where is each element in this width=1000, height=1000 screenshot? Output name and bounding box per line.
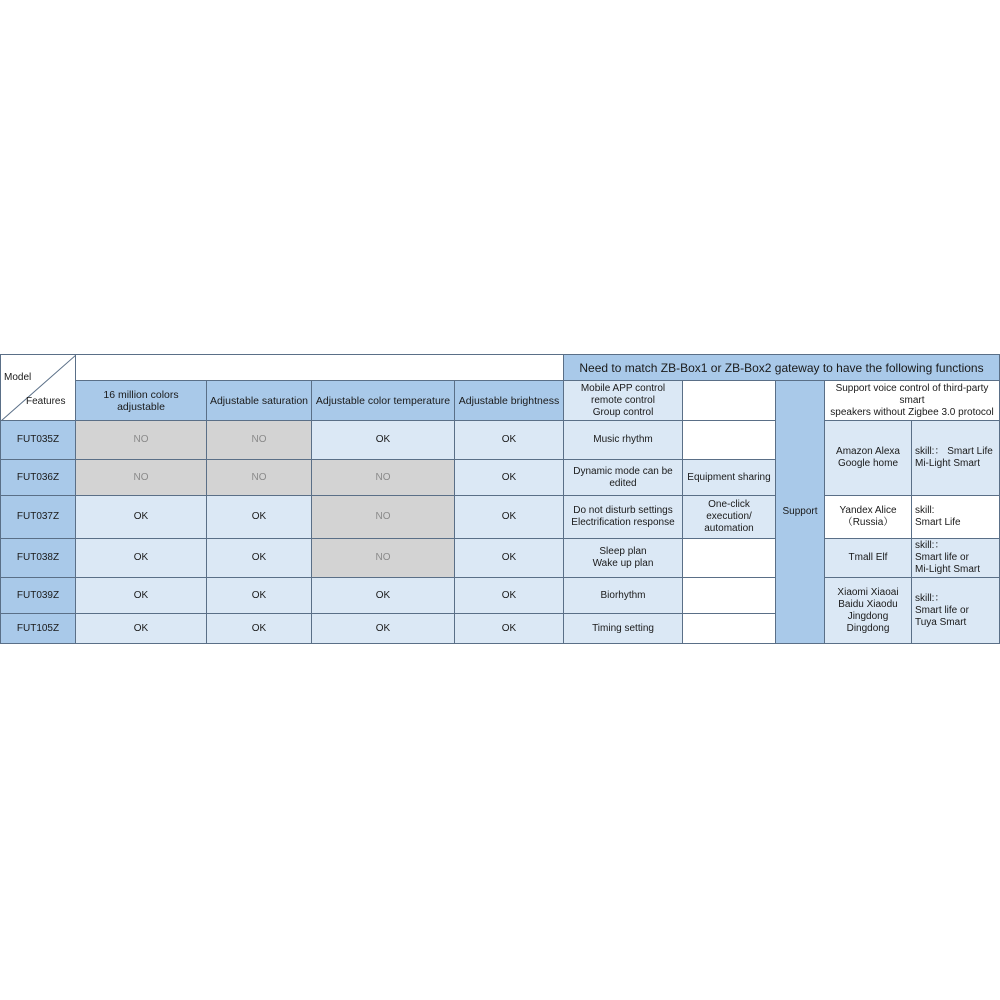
speaker-name-cell: Amazon Alexa Google home [825,421,912,496]
blank-cell [683,421,776,460]
corner-header-cell [1,355,76,421]
model-cell: FUT037Z [1,496,76,539]
column-header-saturation: Adjustable saturation [207,381,312,421]
gateway-banner: Need to match ZB-Box1 or ZB-Box2 gateway to have the following functions [564,355,1000,381]
gateway-function-cell: Do not disturb settings Electrification response [564,496,683,539]
speaker-name-cell: Xiaomi Xiaoai Baidu Xiaodu Jingdong Dingdong [825,578,912,644]
column-header-colors: 16 million colors adjustable [76,381,207,421]
blank-header-cell [76,355,564,381]
temperature-cell: NO [312,496,455,539]
speaker-skill-cell: skill:： Smart life or Tuya Smart [912,578,1000,644]
model-cell: FUT039Z [1,578,76,614]
gateway-function-cell: Music rhythm [564,421,683,460]
features-label: Features [26,396,66,407]
model-cell: FUT105Z [1,614,76,644]
gateway-function-cell: Dynamic mode can be edited [564,460,683,496]
column-header-app-control: Mobile APP control remote control Group control [564,381,683,421]
speaker-name-cell: Tmall Elf [825,539,912,578]
blank-cell [683,539,776,578]
saturation-cell: OK [207,614,312,644]
blank-cell [683,578,776,614]
feature-comparison-table [0,354,1000,644]
corner-diagonal-line [1,355,76,421]
model-cell: FUT035Z [1,421,76,460]
speaker-skill-cell: skill:： Smart Life Mi-Light Smart [912,421,1000,496]
table-row [1,496,1000,539]
column-header-voice-control: Support voice control of third-party smart speakers without Zigbee 3.0 protocol [825,381,1000,421]
column-header-brightness: Adjustable brightness [455,381,564,421]
model-label: Model [4,372,32,383]
support-cell: Support [776,381,825,644]
saturation-cell: OK [207,496,312,539]
one-click-execution-cell: One-click execution/ automation [683,496,776,539]
brightness-cell: OK [455,578,564,614]
saturation-cell: OK [207,578,312,614]
colors-cell: OK [76,614,207,644]
table-row [1,539,1000,578]
temperature-cell: OK [312,614,455,644]
brightness-cell: OK [455,460,564,496]
temperature-cell: OK [312,578,455,614]
gateway-function-cell: Sleep plan Wake up plan [564,539,683,578]
colors-cell: NO [76,421,207,460]
temperature-cell: NO [312,460,455,496]
brightness-cell: OK [455,614,564,644]
brightness-cell: OK [455,496,564,539]
saturation-cell: NO [207,460,312,496]
speaker-skill-cell: skill:： Smart life or Mi-Light Smart [912,539,1000,578]
gateway-function-cell: Biorhythm [564,578,683,614]
column-header-temperature: Adjustable color temperature [312,381,455,421]
equipment-sharing-cell: Equipment sharing [683,460,776,496]
blank-header-cell [683,381,776,421]
saturation-cell: NO [207,421,312,460]
temperature-cell: OK [312,421,455,460]
temperature-cell: NO [312,539,455,578]
table-row [1,578,1000,614]
colors-cell: OK [76,496,207,539]
gateway-function-cell: Timing setting [564,614,683,644]
blank-cell [683,614,776,644]
colors-cell: NO [76,460,207,496]
speaker-skill-cell: skill: Smart Life [912,496,1000,539]
brightness-cell: OK [455,539,564,578]
table-row [1,421,1000,460]
model-cell: FUT036Z [1,460,76,496]
saturation-cell: OK [207,539,312,578]
speaker-name-cell: Yandex Alice （Russia） [825,496,912,539]
model-cell: FUT038Z [1,539,76,578]
colors-cell: OK [76,539,207,578]
brightness-cell: OK [455,421,564,460]
colors-cell: OK [76,578,207,614]
